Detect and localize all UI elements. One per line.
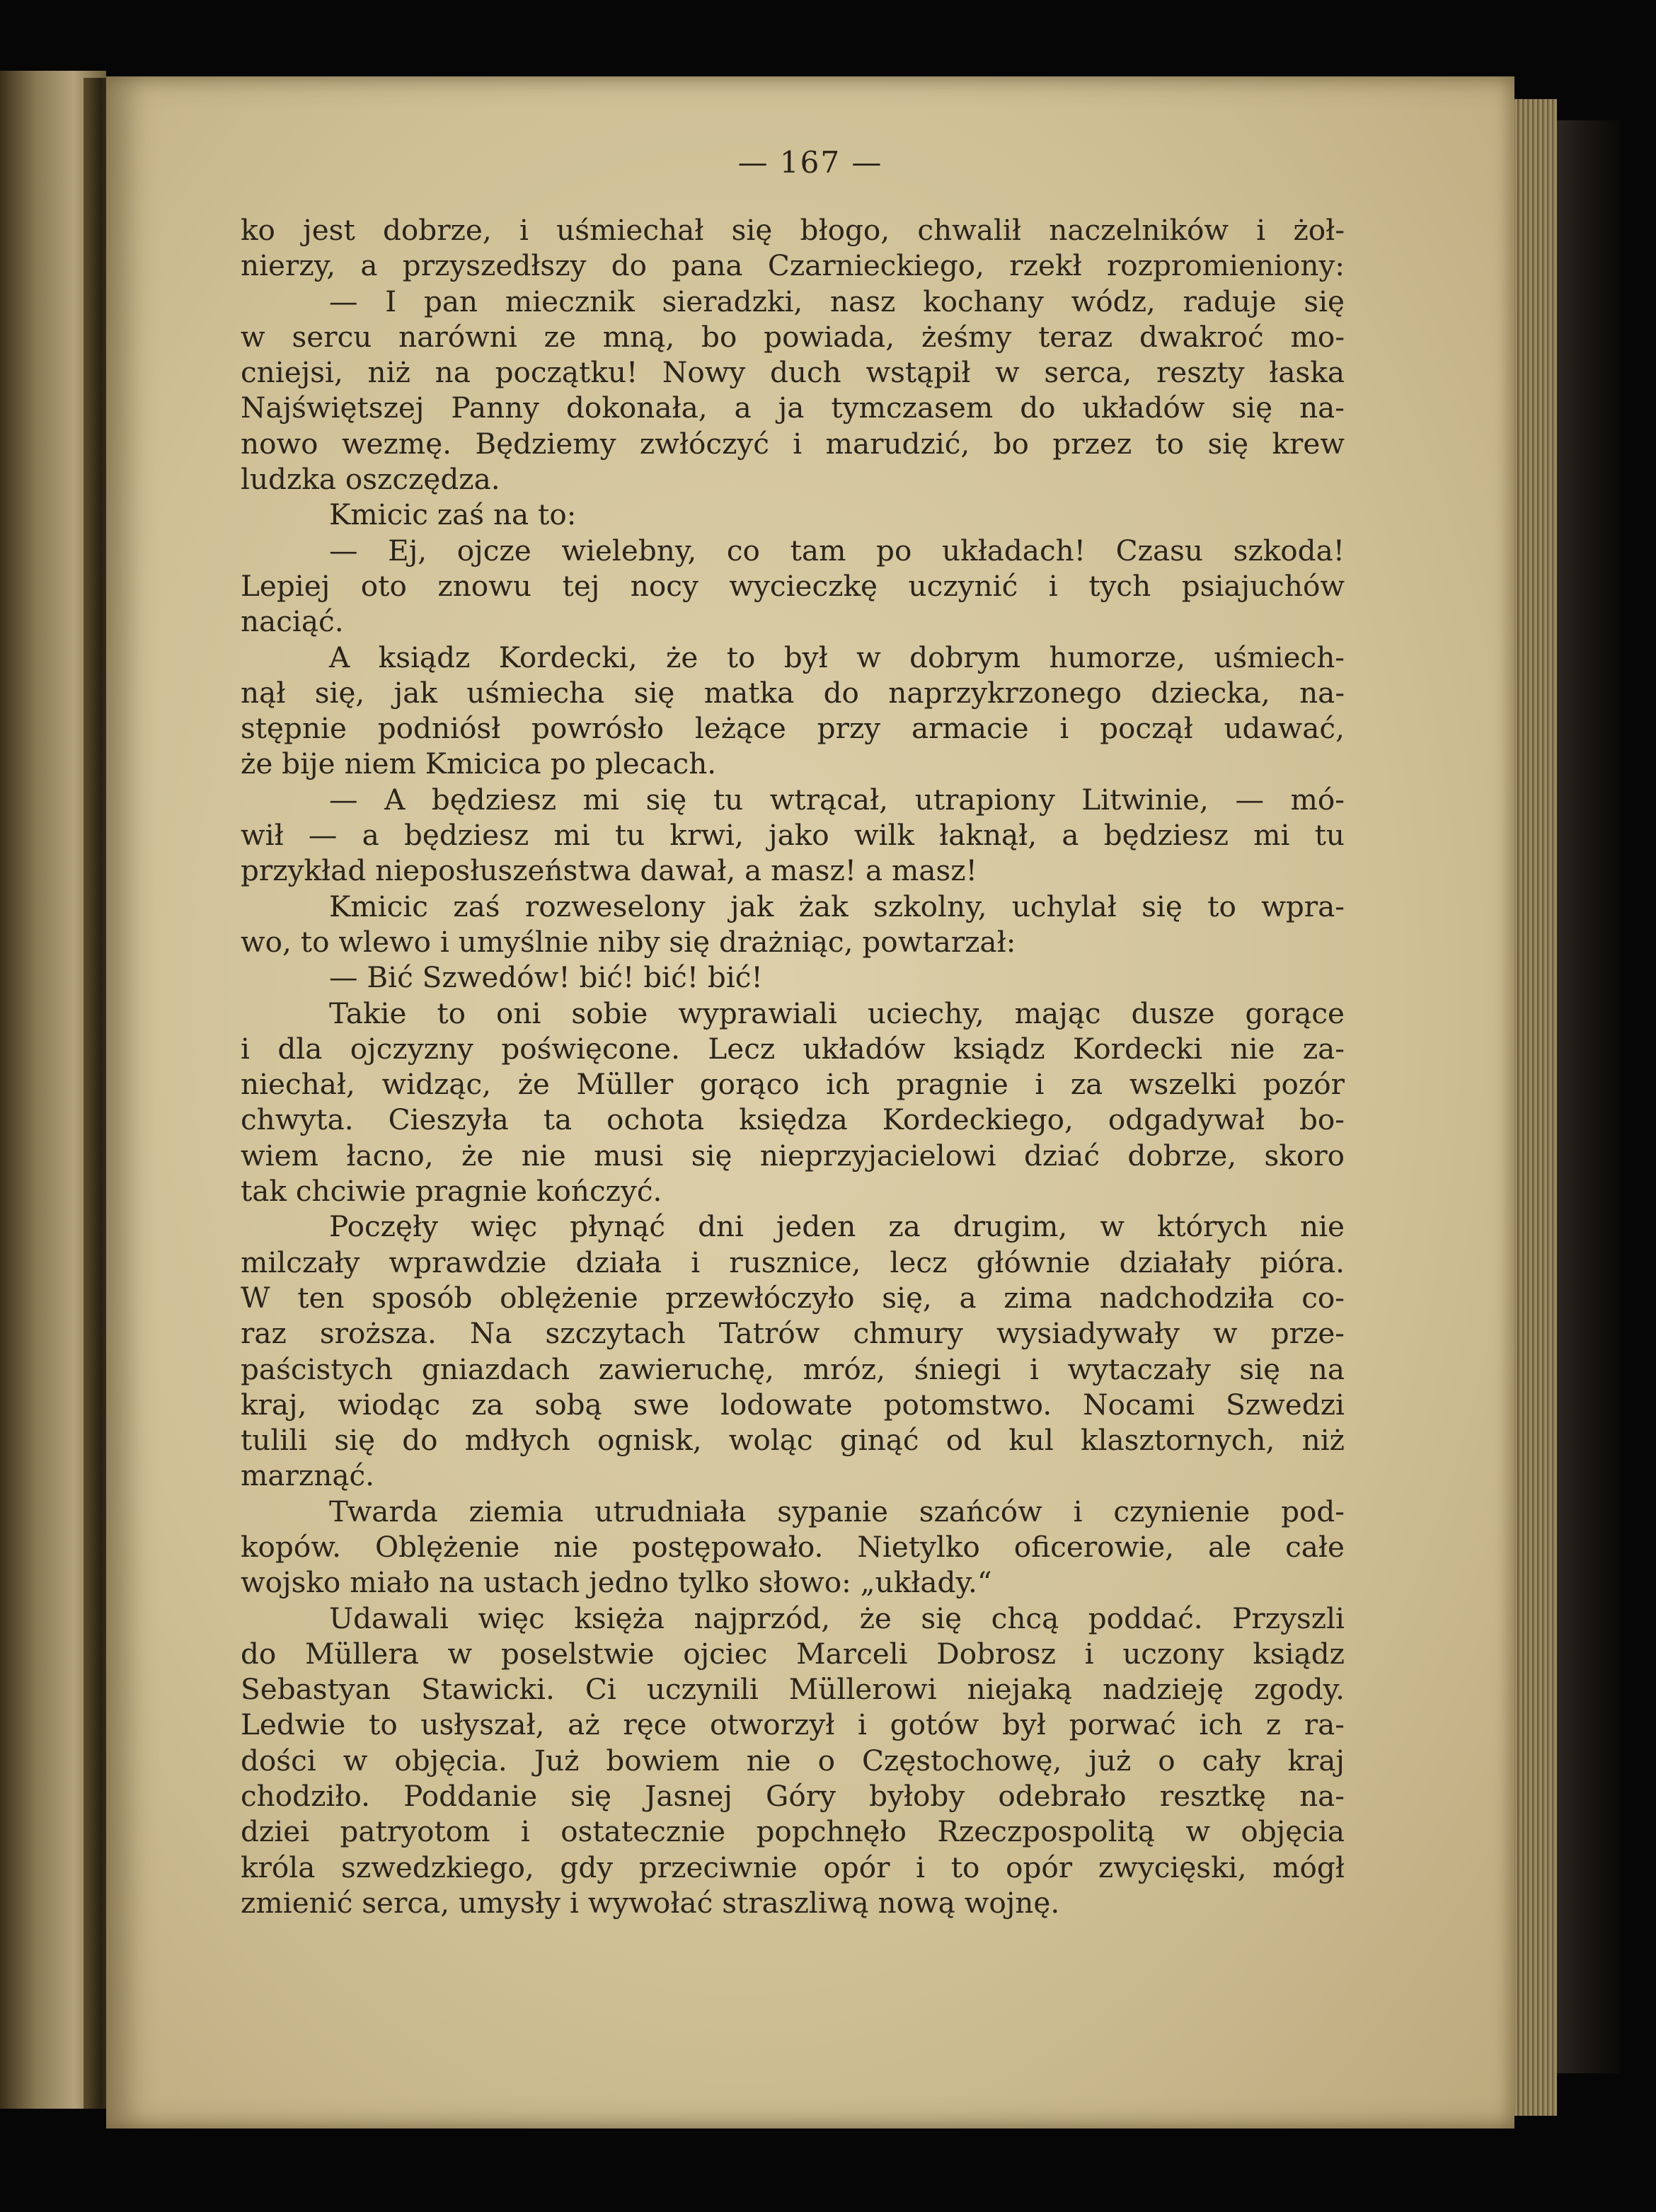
text-line: króla szwedzkiego, gdy przeciwnie opór i to opór zwycięski, mógł [241, 1850, 1345, 1884]
text-line: wił — a będziesz mi tu krwi, jako wilk łaknął, a będziesz mi tu [241, 818, 1345, 853]
text-line: nowo wezmę. Będziemy zwłóczyć i marudzić, bo przez to się krew [241, 426, 1345, 461]
text-line: że bije niem Kmicica po plecach. [241, 747, 717, 781]
text-line: tak chciwie pragnie kończyć. [241, 1174, 662, 1209]
text-line: Kmicic zaś rozweselony jak żak szkolny, uchylał się to wpra- [329, 889, 1345, 923]
book-cover-edge [1557, 120, 1621, 2073]
text-line: niechał, widząc, że Müller gorąco ich pragnie i za wszelki pozór [241, 1067, 1345, 1102]
text-line: marznąć. [241, 1458, 375, 1493]
text-line: W ten sposób oblężenie przewłóczyło się, a zima nadchodziła co- [241, 1280, 1345, 1315]
text-line: w sercu narówni ze mną, bo powiada, żeśmy teraz dwakroć mo- [241, 319, 1345, 354]
text-line: — A będziesz mi się tu wtrącał, utrapiony Litwinie, — mó- [329, 782, 1345, 817]
text-line: raz sroższa. Na szczytach Tatrów chmury wysiadywały w prze- [241, 1316, 1345, 1351]
page-stack-edge [1514, 99, 1557, 2116]
body-text [241, 212, 1345, 1920]
text-line: i dla ojczyzny poświęcone. Lecz układów ksiądz Kordecki nie za- [241, 1031, 1345, 1066]
text-line: przykład nieposłuszeństwa dawał, a masz! a masz! [241, 853, 977, 888]
text-line: tulili się do mdłych ognisk, woląc ginąć od kul klasztornych, niż [241, 1423, 1345, 1458]
text-line: Twarda ziemia utrudniała sypanie szańców i czynienie pod- [329, 1494, 1345, 1528]
page-number: — 167 — [737, 145, 883, 180]
text-line: kopów. Oblężenie nie postępowało. Nietylko oficerowie, ale całe [241, 1529, 1345, 1564]
text-line: wo, to wlewo i umyślnie niby się drażniąc, powtarzał: [241, 924, 1016, 959]
text-line: — Ej, ojcze wielebny, co tam po układach! Czasu szkoda! [329, 533, 1345, 568]
text-line: Najświętszej Panny dokonała, a ja tymczasem do układów się na- [241, 391, 1345, 425]
text-line: — Bić Szwedów! bić! bić! bić! [329, 960, 763, 995]
text-line: ko jest dobrze, i uśmiechał się błogo, chwalił naczelników i żoł- [241, 213, 1345, 247]
text-line: Lepiej oto znowu tej nocy wycieczkę uczynić i tych psiajuchów [241, 568, 1345, 603]
text-line: nierzy, a przyszedłszy do pana Czarnieckiego, rzekł rozpromieniony: [241, 248, 1345, 283]
text-line: Kmicic zaś na to: [329, 497, 577, 532]
text-line: nął się, jak uśmiecha się matka do naprzykrzonego dziecka, na- [241, 675, 1345, 710]
text-line: Takie to oni sobie wyprawiali uciechy, mając dusze gorące [329, 996, 1345, 1030]
text-line: — I pan miecznik sieradzki, nasz kochany wódz, raduje się [329, 284, 1345, 318]
text-line: dości w objęcia. Już bowiem nie o Częstochowę, już o cały kraj [241, 1743, 1345, 1778]
text-line: wojsko miało na ustach jedno tylko słowo: „układy.“ [241, 1565, 992, 1600]
text-line: Udawali więc księża najprzód, że się chcą poddać. Przyszli [329, 1601, 1345, 1635]
text-line: stępnie podniósł powrósło leżące przy armacie i począł udawać, [241, 711, 1345, 746]
text-line: ludzka oszczędza. [241, 462, 500, 497]
text-line: do Müllera w poselstwie ojciec Marceli Dobrosz i uczony ksiądz [241, 1636, 1345, 1671]
text-line: kraj, wiodąc za sobą swe lodowate potomstwo. Nocami Szwedzi [241, 1387, 1345, 1422]
text-line: naciąć. [241, 604, 344, 639]
text-line: wiem łacno, że nie musi się nieprzyjacielowi dziać dobrze, skoro [241, 1138, 1345, 1173]
text-line: Ledwie to usłyszał, aż ręce otworzył i gotów był porwać ich z ra- [241, 1707, 1345, 1742]
text-line: cniejsi, niż na początku! Nowy duch wstąpił w serca, reszty łaska [241, 355, 1345, 390]
text-line: paścistych gniazdach zawieruchę, mróz, śniegi i wytaczały się na [241, 1352, 1345, 1386]
text-line: Sebastyan Stawicki. Ci uczynili Müllerowi niejaką nadzieję zgody. [241, 1672, 1345, 1707]
text-line: chodziło. Poddanie się Jasnej Góry byłoby odebrało resztkę na- [241, 1779, 1345, 1814]
text-line: dziei patryotom i ostatecznie popchnęło Rzeczpospolitą w objęcia [241, 1814, 1345, 1849]
text-line: zmienić serca, umysły i wywołać straszliwą nową wojnę. [241, 1885, 1060, 1920]
text-line: Poczęły więc płynąć dni jeden za drugim, w których nie [329, 1209, 1345, 1244]
text-line: chwyta. Cieszyła ta ochota księdza Kordeckiego, odgadywał bo- [241, 1102, 1345, 1137]
text-line: A ksiądz Kordecki, że to był w dobrym humorze, uśmiech- [329, 640, 1345, 674]
text-line: milczały wprawdzie działa i rusznice, lecz głównie działały pióra. [241, 1245, 1345, 1279]
